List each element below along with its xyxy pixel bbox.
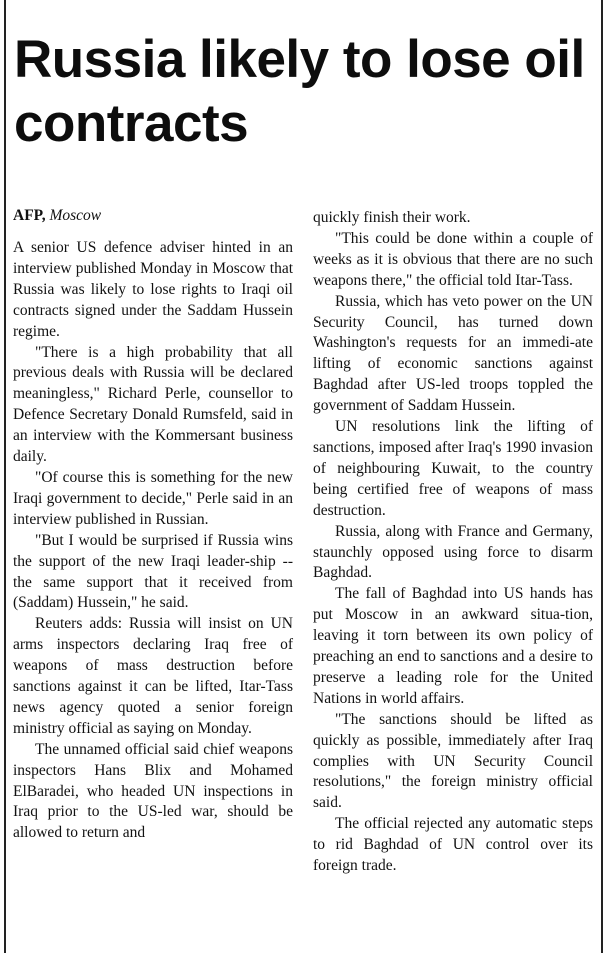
left-column (13, 206, 293, 844)
headline: Russia likely to lose oil contracts (14, 30, 585, 153)
byline-location: Moscow (49, 207, 102, 224)
right-border-rule (601, 0, 603, 953)
paragraph: The unnamed official said chief weapons inspectors Hans Blix and Mohamed ElBaradei, who headed UN inspections in Iraq prior to the US-led war, should be allowed to return and (13, 740, 293, 842)
byline (13, 206, 293, 226)
paragraph: Russia, along with France and Germany, staunchly opposed using force to disarm Baghdad. (313, 522, 593, 582)
paragraph: Russia, which has veto power on the UN Security Council, has turned down Washington's requests for an immedi-ate lifting of economic sanctions against Baghdad after US-led troops toppled the government of Saddam Hussein. (313, 292, 593, 415)
left-border-rule (4, 0, 6, 953)
paragraph: "Of course this is something for the new Iraqi government to decide," Perle said in an interview published in Russian. (13, 468, 293, 528)
paragraph: "The sanctions should be lifted as quickly as possible, immediately after Iraq complies with UN Security Council resolutions," the foreign ministry official said. (313, 710, 593, 812)
right-column (313, 208, 593, 877)
paragraph: Reuters adds: Russia will insist on UN arms inspectors declaring Iraq free of weapons of mass destruction before sanctions against it can be lifted, Itar-Tass news agency quoted a senior foreign ministry official as saying on Monday. (13, 615, 293, 737)
byline-agency: AFP, (13, 207, 46, 224)
paragraph: UN resolutions link the lifting of sanctions, imposed after Iraq's 1990 invasion of neighbouring Kuwait, to the country being certified free of weapons of mass destruction. (313, 418, 593, 519)
paragraph: "But I would be surprised if Russia wins the support of the new Iraqi leader-ship -- the same support that it received from (Saddam) Hussein," he said. (13, 531, 293, 612)
paragraph: A senior US defence adviser hinted in an interview published Monday in Moscow that Russia was likely to lose rights to Iraqi oil contracts signed under the Saddam Hussein regime. (13, 239, 293, 340)
paragraph-continued: quickly finish their work. (313, 209, 471, 226)
paragraph: The fall of Baghdad into US hands has put Moscow in an awkward situa-tion, leaving it torn between its own policy of preaching an end to sanctions and a desire to preserve a leading role for the United Nations in world affairs. (313, 585, 593, 707)
paragraph: "There is a high probability that all previous deals with Russia will be declared meaningless," Richard Perle, counsellor to Defence Secretary Donald Rumsfeld, said in an interview with the Kommersant business daily. (13, 343, 293, 466)
paragraph: The official rejected any automatic steps to rid Baghdad of UN control over its foreign trade. (313, 815, 593, 875)
paragraph: "This could be done within a couple of weeks as it is obvious that there are no such weapons there," the official told Itar-Tass. (313, 229, 593, 289)
